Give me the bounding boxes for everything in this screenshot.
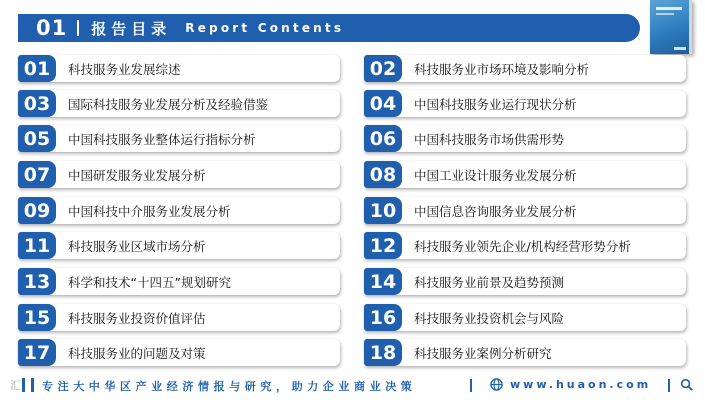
contents-item[interactable] [18, 161, 340, 188]
contents-item[interactable] [364, 161, 686, 188]
item-label: 中国信息咨询服务业发展分析 [414, 203, 577, 219]
section-title: 报告目录 [91, 19, 172, 38]
item-number: 14 [364, 268, 402, 295]
globe-icon [490, 378, 503, 391]
item-number: 15 [18, 304, 56, 331]
page-footer [0, 374, 705, 396]
contents-item[interactable] [18, 90, 340, 117]
item-label: 国际科技服务业发展分析及经验借鉴 [68, 96, 269, 112]
item-label: 中国科技服务业整体运行指标分析 [68, 131, 256, 147]
brand-mark-icon [22, 378, 34, 392]
item-number: 07 [18, 161, 56, 188]
item-number: 10 [364, 197, 402, 224]
item-number: 11 [18, 232, 56, 259]
contents-item[interactable] [18, 268, 340, 295]
footer-slogan: 专注大中华区产业经济情报与研究，助力企业商业决策 [42, 380, 417, 393]
section-header [18, 14, 640, 42]
header-divider [77, 20, 79, 36]
item-number: 06 [364, 125, 402, 152]
contents-item[interactable] [18, 304, 340, 331]
item-label: 中国科技中介服务业发展分析 [68, 203, 231, 219]
footer-divider [668, 379, 670, 392]
section-number: 01 [36, 16, 68, 40]
report-cover-thumbnail [650, 0, 692, 54]
footer-divider [470, 379, 472, 392]
contents-item[interactable] [18, 339, 340, 366]
watermark-logo: 汇 [10, 379, 21, 392]
item-number: 08 [364, 161, 402, 188]
item-label: 中国工业设计服务业发展分析 [414, 167, 577, 183]
contents-item[interactable] [364, 197, 686, 224]
contents-item[interactable] [18, 232, 340, 259]
contents-item[interactable] [364, 268, 686, 295]
contents-item[interactable] [18, 197, 340, 224]
item-number: 16 [364, 304, 402, 331]
item-label: 科技服务业的问题及对策 [68, 345, 206, 361]
item-number: 18 [364, 339, 402, 366]
contents-item[interactable] [18, 55, 340, 82]
contents-item[interactable] [364, 125, 686, 152]
item-label: 科技服务业案例分析研究 [414, 345, 552, 361]
item-number: 04 [364, 90, 402, 117]
contents-item[interactable] [364, 55, 686, 82]
item-label: 科技服务业前景及趋势预测 [414, 274, 565, 290]
item-label: 科技服务业领先企业/机构经营形势分析 [414, 238, 631, 254]
contents-item[interactable] [364, 304, 686, 331]
item-label: 科学和技术“十四五”规划研究 [68, 274, 231, 290]
item-number: 05 [18, 125, 56, 152]
contents-item[interactable] [364, 339, 686, 366]
item-number: 02 [364, 55, 402, 82]
item-number: 17 [18, 339, 56, 366]
item-label: 科技服务业发展综述 [68, 61, 181, 77]
search-icon[interactable] [680, 378, 693, 391]
item-number: 09 [18, 197, 56, 224]
item-label: 科技服务业市场环境及影响分析 [414, 61, 590, 77]
item-number: 01 [18, 55, 56, 82]
item-number: 12 [364, 232, 402, 259]
contents-item[interactable] [364, 90, 686, 117]
item-number: 13 [18, 268, 56, 295]
item-label: 科技服务业区域市场分析 [68, 238, 206, 254]
item-label: 中国科技服务市场供需形势 [414, 131, 565, 147]
item-label: 科技服务业投资价值评估 [68, 310, 206, 326]
item-label: 中国科技服务业运行现状分析 [414, 96, 577, 112]
item-label: 中国研发服务业发展分析 [68, 167, 206, 183]
contents-item[interactable] [18, 125, 340, 152]
item-label: 科技服务业投资机会与风险 [414, 310, 565, 326]
item-number: 03 [18, 90, 56, 117]
website-link[interactable]: www.huaon.com [510, 378, 652, 391]
section-subtitle: Report Contents [185, 21, 345, 35]
contents-item[interactable] [364, 232, 686, 259]
